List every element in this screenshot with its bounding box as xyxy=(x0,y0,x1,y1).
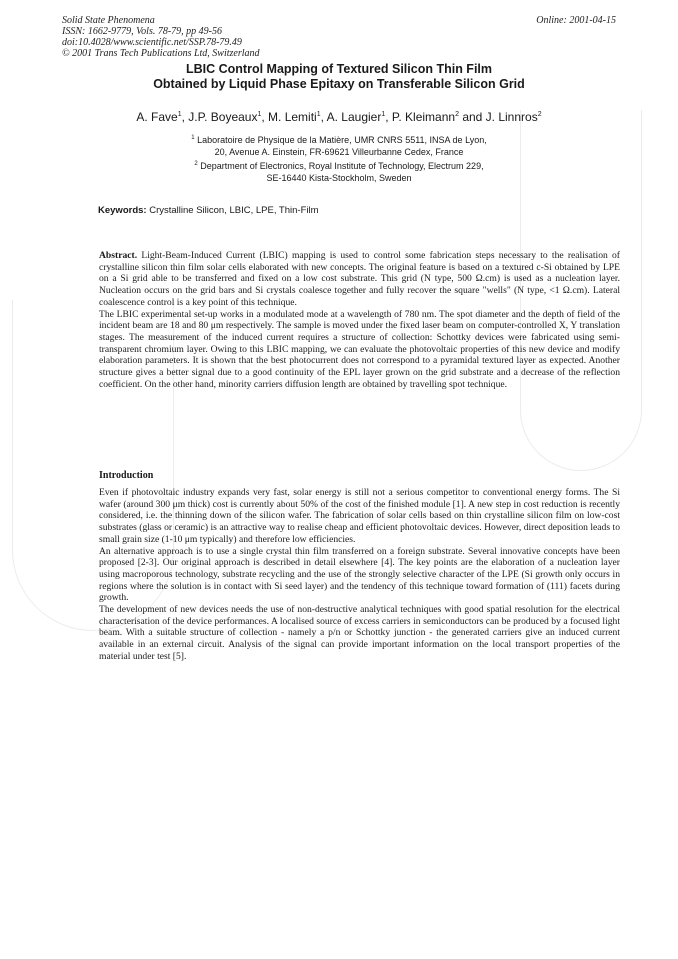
online-date: Online: 2001-04-15 xyxy=(536,15,616,26)
keywords-text: Crystalline Silicon, LBIC, LPE, Thin-Film xyxy=(149,205,319,216)
paper-title xyxy=(40,62,638,92)
abstract-paragraph: Light-Beam-Induced Current (LBIC) mapping is used to control some fabrication steps necessary to the realisation of crystalline silicon thin film solar cells elaborated with new concepts. The original feature is based on a textured c-Si obtained by LPE on a Si grid able to be transferred and fixed on a low cost substrate. This grid (N type, 500 Ω.cm) is used as a nucleation layer. Nucleation occurs on the grid bars and Si crystals coalesce together and fully recover the square "wells" (N type, <1 Ω.cm). Lateral coalescence control is a key point of this technique. xyxy=(99,250,620,308)
affiliation-2 xyxy=(40,159,638,184)
author-affil-mark: 2 xyxy=(455,111,459,118)
author-affil-mark: 2 xyxy=(537,111,542,118)
affiliation-line: Department of Electronics, Royal Institute of Technology, Electrum 229, xyxy=(200,161,484,171)
publication-header xyxy=(62,15,260,59)
introduction-body xyxy=(99,487,620,663)
section-heading-introduction: Introduction xyxy=(99,470,154,481)
affiliation-line: Laboratoire de Physique de la Matière, UMR CNRS 5511, INSA de Lyon, xyxy=(197,135,487,145)
title-line-2: Obtained by Liquid Phase Epitaxy on Transferable Silicon Grid xyxy=(153,77,525,91)
affiliation-line: SE-16440 Kista-Stockholm, Sweden xyxy=(266,172,412,183)
journal-name: Solid State Phenomena xyxy=(62,15,155,26)
author: , A. Laugier xyxy=(320,110,382,124)
author-list xyxy=(40,108,638,124)
author: and J. Linnros xyxy=(458,110,538,124)
affiliation-mark: 1 xyxy=(191,135,195,141)
author-affil-mark: 1 xyxy=(177,111,182,118)
keywords-label: Keywords: xyxy=(98,205,147,216)
paragraph: Even if photovoltaic industry expands very fast, solar energy is still not a serious competitor to conventional energy forms. The Si wafer (around 300 μm thick) cost is currently about 50% of the cost of the finished module [1]. A new step in cost reduction is recently considered, i.e. the thinning down of the silicon wafer. The fabrication of solar cells based on thin crystalline silicon film on low-cost substrates (glass or ceramic) is an attractive way to realise cheap and efficient photovoltaic devices. However, direct deposition leads to small grain size (1-10 μm typically) and therefore low efficiencies. xyxy=(99,487,620,545)
author-affil-mark: 1 xyxy=(316,111,321,118)
author: , M. Lemiti xyxy=(261,110,317,124)
author: A. Fave xyxy=(136,110,178,124)
paragraph: An alternative approach is to use a single crystal thin film transferred on a foreign substrate. Several innovative concepts have been proposed [2-3]. Our original approach is described in detail elsewhere [4]. The key points are the elaboration of a nucleation layer using macroporous technology, substrate recycling and the use of the strongly selective character of the LPE (Si growth only occurs in regions where the solution is in contact with Si seed layer) and the tendency of this technique toward formation of (111) facets during growth. xyxy=(99,545,620,604)
abstract-label: Abstract. xyxy=(99,250,138,261)
copyright-line: © 2001 Trans Tech Publications Ltd, Switzerland xyxy=(62,48,260,59)
affiliation-mark: 2 xyxy=(194,161,198,167)
doi-line: doi:10.4028/www.scientific.net/SSP.78-79.49 xyxy=(62,37,242,48)
title-line-1: LBIC Control Mapping of Textured Silicon Thin Film xyxy=(186,62,492,76)
abstract xyxy=(99,250,620,390)
author-affil-mark: 1 xyxy=(257,111,262,118)
author: , P. Kleimann xyxy=(385,110,456,124)
author: , J.P. Boyeaux xyxy=(181,110,258,124)
affiliation-line: 20, Avenue A. Einstein, FR-69621 Villeurbanne Cedex, France xyxy=(214,146,464,157)
abstract-paragraph: The LBIC experimental set-up works in a modulated mode at a wavelength of 780 nm. The spot diameter and the depth of field of the incident beam are 18 and 80 μm respectively. The sample is moved under the fixed laser beam on computer-controlled X, Y translation stages. The measurement of the induced current requires a structure of collection: Schottky devices were fabricated using semi-transparent chromium layer. Owing to this LBIC mapping, we can evaluate the photovoltaic properties of this new device and modify elaboration parameters. It is shown that the best photocurrent does not correspond to a pyramidal textured layer as expected. Another structure gives a better signal due to a good continuity of the EPL layer grown on the grid substrate and a decrease of the reflection coefficient. On the other hand, minority carriers diffusion length are obtained by travelling spot technique. xyxy=(99,308,620,390)
keywords xyxy=(98,205,319,216)
affiliation-1 xyxy=(40,133,638,158)
issn-line: ISSN: 1662-9779, Vols. 78-79, pp 49-56 xyxy=(62,26,222,37)
author-affil-mark: 1 xyxy=(381,111,386,118)
paragraph: The development of new devices needs the use of non-destructive analytical techniques with good spatial resolution for the electrical characterisation of the device performances. A localised source of excess carriers in semiconductors can be produced by a focused light beam. With a suitable structure of collection - namely a p/n or Schottky junction - the generated carriers give an induced current available in an external circuit. Analysis of the signal can provide important information on the local transport properties of the material under test [5]. xyxy=(99,604,620,662)
